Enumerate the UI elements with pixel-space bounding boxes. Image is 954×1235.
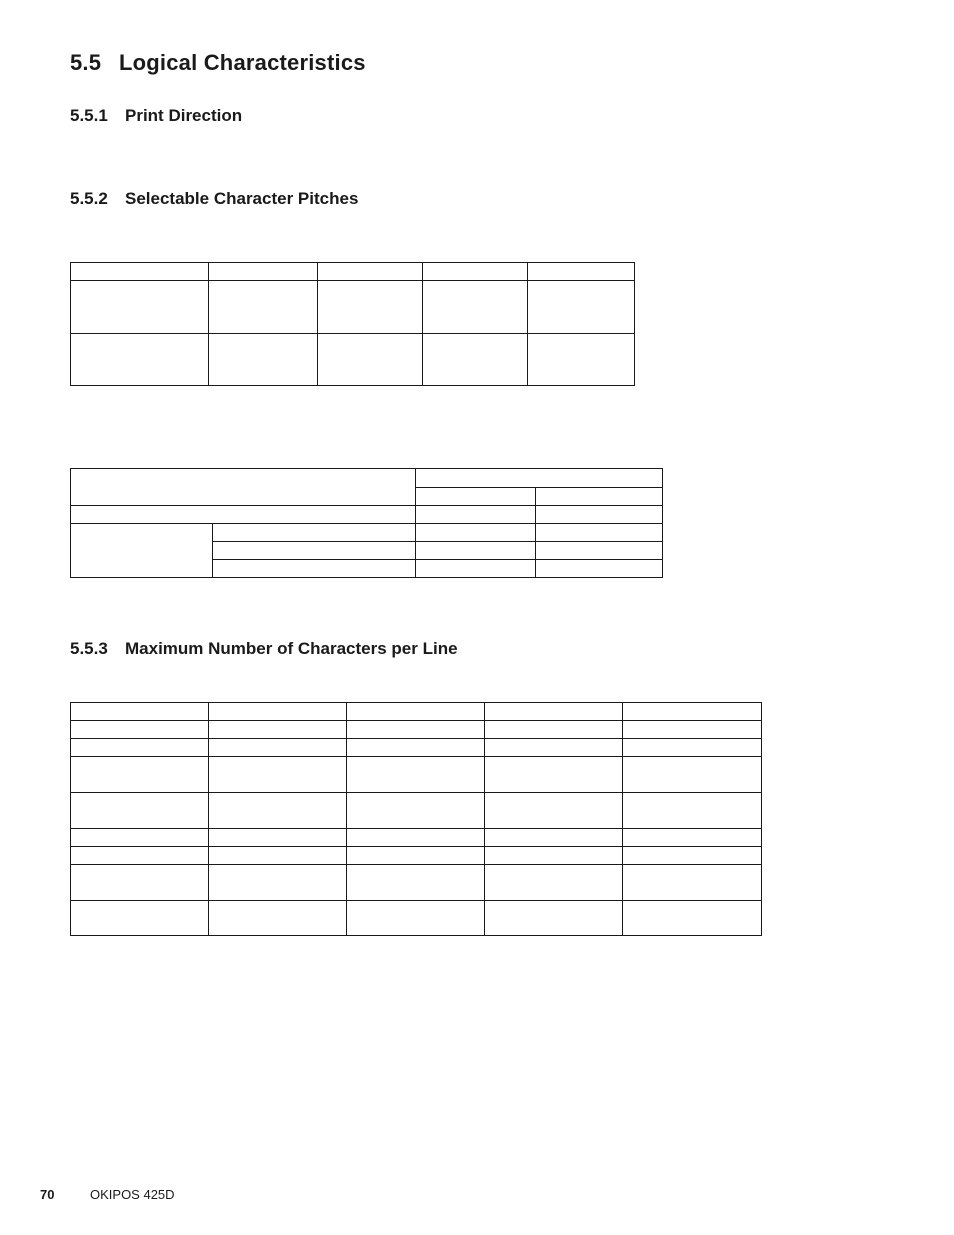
- table-cell: [213, 542, 416, 560]
- table-cell: [318, 281, 423, 334]
- table-cell: [347, 721, 485, 739]
- table-row: [71, 469, 663, 488]
- table-cell: [623, 721, 762, 739]
- table-row: [71, 281, 635, 334]
- table-cell: [485, 703, 623, 721]
- table-cell: [209, 703, 347, 721]
- table-cell: [347, 865, 485, 901]
- table-cell: [423, 263, 528, 281]
- table-cell: [71, 757, 209, 793]
- table-cell: [536, 506, 663, 524]
- table-cell: [416, 542, 536, 560]
- table-cell: [209, 793, 347, 829]
- table-cell: [623, 865, 762, 901]
- table-cell: [71, 847, 209, 865]
- table-cell: [209, 757, 347, 793]
- table-cell: [416, 506, 536, 524]
- table-row: [71, 524, 663, 542]
- table-cell: [485, 739, 623, 757]
- page-number: 70: [40, 1187, 55, 1202]
- table-row: [71, 721, 762, 739]
- section-heading: [70, 50, 366, 76]
- table-cell: [347, 739, 485, 757]
- product-name: OKIPOS 425D: [90, 1187, 175, 1202]
- table-cell: [485, 865, 623, 901]
- table-cell: [536, 524, 663, 542]
- table-row: [71, 263, 635, 281]
- table-row: [71, 847, 762, 865]
- table-cell: [71, 793, 209, 829]
- table-cell: [623, 739, 762, 757]
- table-cell: [71, 263, 209, 281]
- table-cell: [71, 703, 209, 721]
- table-cell: [71, 281, 209, 334]
- table-cell: [347, 847, 485, 865]
- table-cell: [213, 560, 416, 578]
- table-cell: [213, 524, 416, 542]
- table-row: [71, 901, 762, 936]
- table-cell: [318, 334, 423, 386]
- table-cell: [536, 560, 663, 578]
- table-cell: [71, 524, 213, 578]
- subsection-title: Print Direction: [125, 106, 243, 125]
- table-cell: [71, 469, 416, 506]
- table-cell: [209, 739, 347, 757]
- table-cell: [416, 469, 663, 488]
- table-cell: [71, 901, 209, 936]
- table-cell: [71, 739, 209, 757]
- pitch-table: [70, 262, 635, 386]
- table-cell: [416, 488, 536, 506]
- table-cell: [209, 865, 347, 901]
- section-title: Logical Characteristics: [119, 50, 366, 75]
- table-row: [71, 757, 762, 793]
- table-cell: [623, 793, 762, 829]
- table-cell: [347, 901, 485, 936]
- table-cell: [485, 793, 623, 829]
- table-cell: [485, 721, 623, 739]
- table-row: [71, 506, 663, 524]
- table-cell: [71, 506, 416, 524]
- page-footer: [40, 1187, 175, 1202]
- table-cell: [71, 865, 209, 901]
- table-cell: [209, 901, 347, 936]
- table-cell: [347, 829, 485, 847]
- table-cell: [318, 263, 423, 281]
- table-cell: [536, 542, 663, 560]
- table-cell: [485, 847, 623, 865]
- table-cell: [423, 334, 528, 386]
- table-cell: [209, 281, 318, 334]
- table-cell: [209, 334, 318, 386]
- table-cell: [485, 901, 623, 936]
- subsection-heading-character-pitches: [70, 189, 358, 209]
- section-number: 5.5: [70, 50, 102, 75]
- table-row: [71, 829, 762, 847]
- table-cell: [209, 721, 347, 739]
- table-row: [71, 739, 762, 757]
- table-cell: [416, 524, 536, 542]
- table-cell: [623, 757, 762, 793]
- table-cell: [528, 334, 635, 386]
- table-cell: [623, 703, 762, 721]
- table-row: [71, 793, 762, 829]
- table-cell: [416, 560, 536, 578]
- table-row: [71, 865, 762, 901]
- max-characters-table: [70, 702, 762, 936]
- subsection-number: 5.5.1: [70, 106, 108, 125]
- table-cell: [209, 829, 347, 847]
- table-row: [71, 703, 762, 721]
- table-cell: [209, 263, 318, 281]
- table-cell: [623, 829, 762, 847]
- table-cell: [485, 757, 623, 793]
- subsection-heading-max-characters: [70, 639, 458, 659]
- table-cell: [485, 829, 623, 847]
- table-cell: [347, 757, 485, 793]
- table-cell: [623, 901, 762, 936]
- table-cell: [209, 847, 347, 865]
- table-cell: [623, 847, 762, 865]
- table-cell: [71, 829, 209, 847]
- table-cell: [347, 703, 485, 721]
- table-cell: [536, 488, 663, 506]
- table-cell: [528, 281, 635, 334]
- subsection-title: Maximum Number of Characters per Line: [125, 639, 458, 658]
- subsection-title: Selectable Character Pitches: [125, 189, 359, 208]
- subsection-number: 5.5.3: [70, 639, 108, 658]
- table-cell: [528, 263, 635, 281]
- subsection-heading-print-direction: [70, 106, 242, 126]
- table-cell: [423, 281, 528, 334]
- table-cell: [71, 721, 209, 739]
- table-cell: [347, 793, 485, 829]
- table-cell: [71, 334, 209, 386]
- pitch-detail-table: [70, 468, 663, 578]
- table-row: [71, 334, 635, 386]
- subsection-number: 5.5.2: [70, 189, 108, 208]
